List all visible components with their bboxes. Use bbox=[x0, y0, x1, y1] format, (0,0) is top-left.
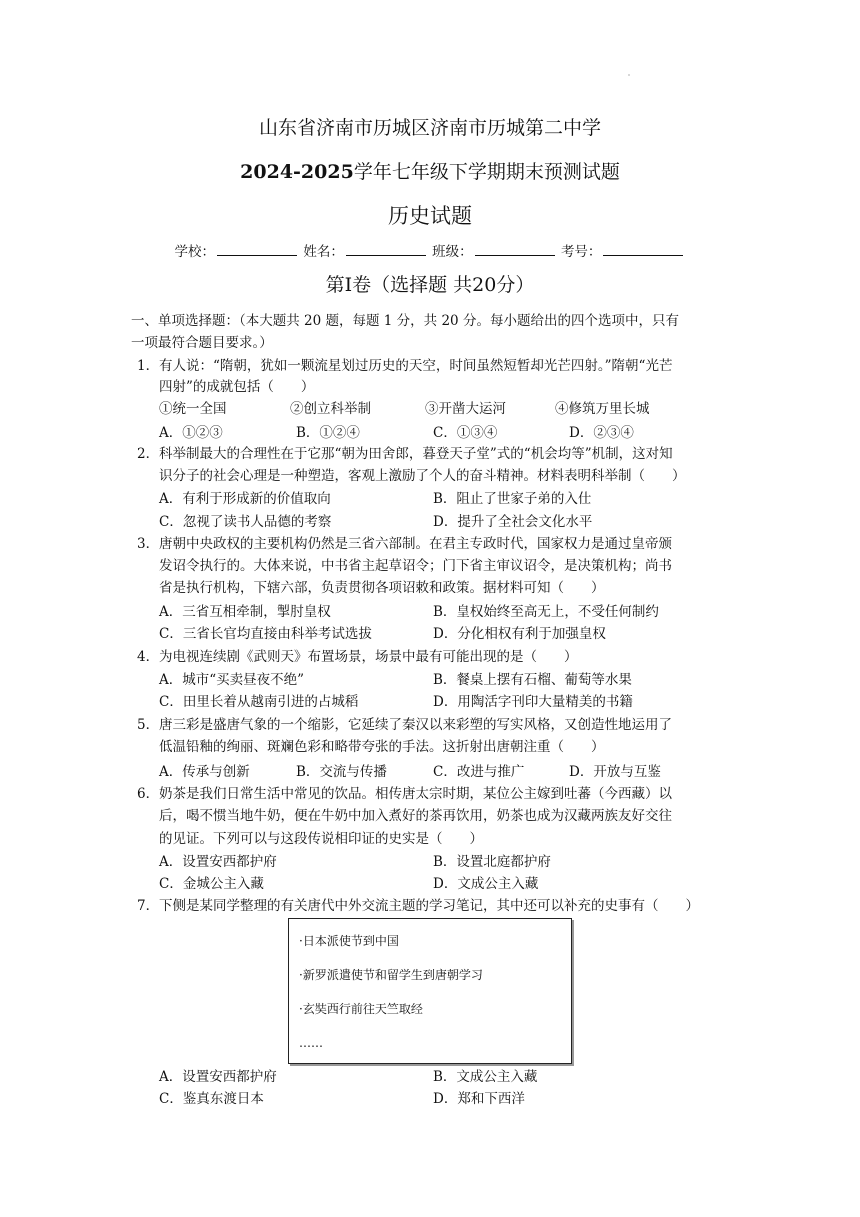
question-stem-line: 科举制最大的合理性在于它那“朝为田舍郎，暮登天子堂”式的“机会均等”机制，这对知 bbox=[159, 446, 673, 462]
option-d[interactable]: D．提升了全社会文化水平 bbox=[433, 514, 593, 530]
exam-no-blank[interactable] bbox=[603, 242, 683, 256]
sub-item: ④修筑万里长城 bbox=[555, 401, 650, 417]
question-stem-line: 四射”的成就包括（ ） bbox=[159, 379, 315, 395]
sub-item: ③开凿大运河 bbox=[425, 401, 506, 417]
option-d[interactable]: D．郑和下西洋 bbox=[433, 1091, 525, 1107]
instructions-line-1: 一、单项选择题：（本大题共 20 题，每题 1 分，共 20 分。每小题给出的四个选项中，只有 bbox=[131, 313, 679, 329]
option-b[interactable]: B．①②④ bbox=[296, 425, 360, 441]
study-notes-box bbox=[288, 918, 572, 1064]
option-c[interactable]: C．鉴真东渡日本 bbox=[159, 1091, 264, 1107]
question-stem-line: 唐三彩是盛唐气象的一个缩影，它延续了秦汉以来彩塑的写实风格，又创造性地运用了 bbox=[159, 717, 672, 733]
exam-no-label: 考号： bbox=[560, 244, 602, 260]
sub-item: ①统一全国 bbox=[159, 401, 227, 417]
sub-item: ②创立科举制 bbox=[290, 401, 371, 417]
question-stem-line: 有人说：“隋朝，犹如一颗流星划过历史的天空，时间虽然短暂却光芒四射。”隋朝“光芒 bbox=[159, 358, 673, 374]
name-label: 姓名： bbox=[303, 244, 344, 260]
question-stem-line: 低温铅釉的绚丽、斑斓色彩和略带夸张的手法。这折射出唐朝注重（ ） bbox=[159, 739, 605, 755]
exam-title-rest: 学年七年级下学期期末预测试题 bbox=[353, 161, 620, 183]
section-title: 第Ⅰ卷（选择题 共20分） bbox=[325, 274, 535, 296]
option-a[interactable]: A．①②③ bbox=[159, 425, 223, 441]
option-d[interactable]: D．分化相权有利于加强皇权 bbox=[433, 626, 606, 642]
question-number: 1． bbox=[137, 358, 160, 374]
option-b[interactable]: B．设置北庭都护府 bbox=[433, 854, 551, 870]
school-label: 学校： bbox=[174, 244, 216, 260]
option-d[interactable]: D．用陶活字刊印大量精美的书籍 bbox=[433, 694, 633, 710]
option-a[interactable]: A．三省互相牵制，掣肘皇权 bbox=[159, 604, 331, 620]
question-stem-line: 发诏令执行的。大体来说，中书省主起草诏令；门下省主审议诏令，是决策机构；尚书 bbox=[159, 558, 672, 574]
question-stem-line: 为电视连续剧《武则天》布置场景，场景中最有可能出现的是（ ） bbox=[159, 649, 578, 665]
option-c[interactable]: C．金城公主入藏 bbox=[159, 876, 264, 892]
option-a[interactable]: A．传承与创新 bbox=[159, 764, 250, 780]
question-stem-line: 下侧是某同学整理的有关唐代中外交流主题的学习笔记，其中还可以补充的史事有（ ） bbox=[159, 898, 699, 914]
student-info-row bbox=[0, 242, 860, 262]
option-b[interactable]: B．阻止了世家子弟的入仕 bbox=[433, 491, 592, 507]
question-number: 4． bbox=[137, 649, 160, 665]
option-a[interactable]: A．设置安西都护府 bbox=[159, 1069, 277, 1085]
school-blank[interactable] bbox=[217, 242, 297, 256]
option-b[interactable]: B．餐桌上摆有石榴、葡萄等水果 bbox=[433, 672, 632, 688]
option-b[interactable]: B．文成公主入藏 bbox=[433, 1069, 538, 1085]
note-item: ·玄奘西行前往天竺取经 bbox=[299, 1002, 423, 1016]
question-stem-line: 唐朝中央政权的主要机构仍然是三省六部制。在君主专政时代，国家权力是通过皇帝颁 bbox=[159, 536, 672, 552]
option-b[interactable]: B．交流与传播 bbox=[296, 764, 387, 780]
option-c[interactable]: C．①③④ bbox=[433, 425, 498, 441]
class-label: 班级： bbox=[432, 244, 473, 260]
exam-title bbox=[0, 160, 860, 184]
question-number: 7． bbox=[137, 898, 160, 914]
option-a[interactable]: A．有利于形成新的价值取向 bbox=[159, 491, 331, 507]
option-c[interactable]: C．忽视了读书人品德的考察 bbox=[159, 514, 332, 530]
option-a[interactable]: A．设置安西都护府 bbox=[159, 854, 277, 870]
question-number: 6． bbox=[137, 786, 160, 802]
option-d[interactable]: D．开放与互鉴 bbox=[569, 764, 661, 780]
question-number: 2． bbox=[137, 446, 160, 462]
option-c[interactable]: C．三省长官均直接由科举考试选拔 bbox=[159, 626, 372, 642]
subject-title: 历史试题 bbox=[388, 204, 472, 228]
option-b[interactable]: B．皇权始终至高无上，不受任何制约 bbox=[433, 604, 659, 620]
question-stem-line: 后，喝不惯当地牛奶，便在牛奶中加入煮好的茶再饮用，奶茶也成为汉藏两族友好交往 bbox=[159, 808, 672, 824]
exam-year: 2024-2025 bbox=[240, 161, 354, 183]
option-c[interactable]: C．改进与推广 bbox=[433, 764, 525, 780]
name-blank[interactable] bbox=[346, 242, 426, 256]
question-stem-line: 的见证。下列可以与这段传说相印证的史实是（ ） bbox=[159, 831, 483, 847]
scan-speck bbox=[628, 74, 630, 76]
question-number: 5． bbox=[137, 717, 160, 733]
school-title: 山东省济南市历城区济南市历城第二中学 bbox=[258, 117, 601, 139]
option-a[interactable]: A．城市“买卖昼夜不绝” bbox=[159, 672, 305, 688]
note-item: …… bbox=[299, 1036, 323, 1050]
question-stem-line: 奶茶是我们日常生活中常见的饮品。相传唐太宗时期，某位公主嫁到吐蕃（今西藏）以 bbox=[159, 786, 672, 802]
option-c[interactable]: C．田里长着从越南引进的占城稻 bbox=[159, 694, 359, 710]
question-stem-line: 省是执行机构，下辖六部，负责贯彻各项诏敕和政策。据材料可知（ ） bbox=[159, 580, 605, 596]
question-stem-line: 识分子的社会心理是一种塑造，客观上激励了个人的奋斗精神。材料表明科举制（ ） bbox=[159, 468, 686, 484]
class-blank[interactable] bbox=[475, 242, 555, 256]
note-item: ·日本派使节到中国 bbox=[299, 934, 399, 948]
instructions-line-2: 一项最符合题目要求。） bbox=[131, 335, 273, 351]
option-d[interactable]: D．文成公主入藏 bbox=[433, 876, 539, 892]
option-d[interactable]: D．②③④ bbox=[569, 425, 634, 441]
question-number: 3． bbox=[137, 536, 160, 552]
note-item: ·新罗派遣使节和留学生到唐朝学习 bbox=[299, 968, 483, 982]
